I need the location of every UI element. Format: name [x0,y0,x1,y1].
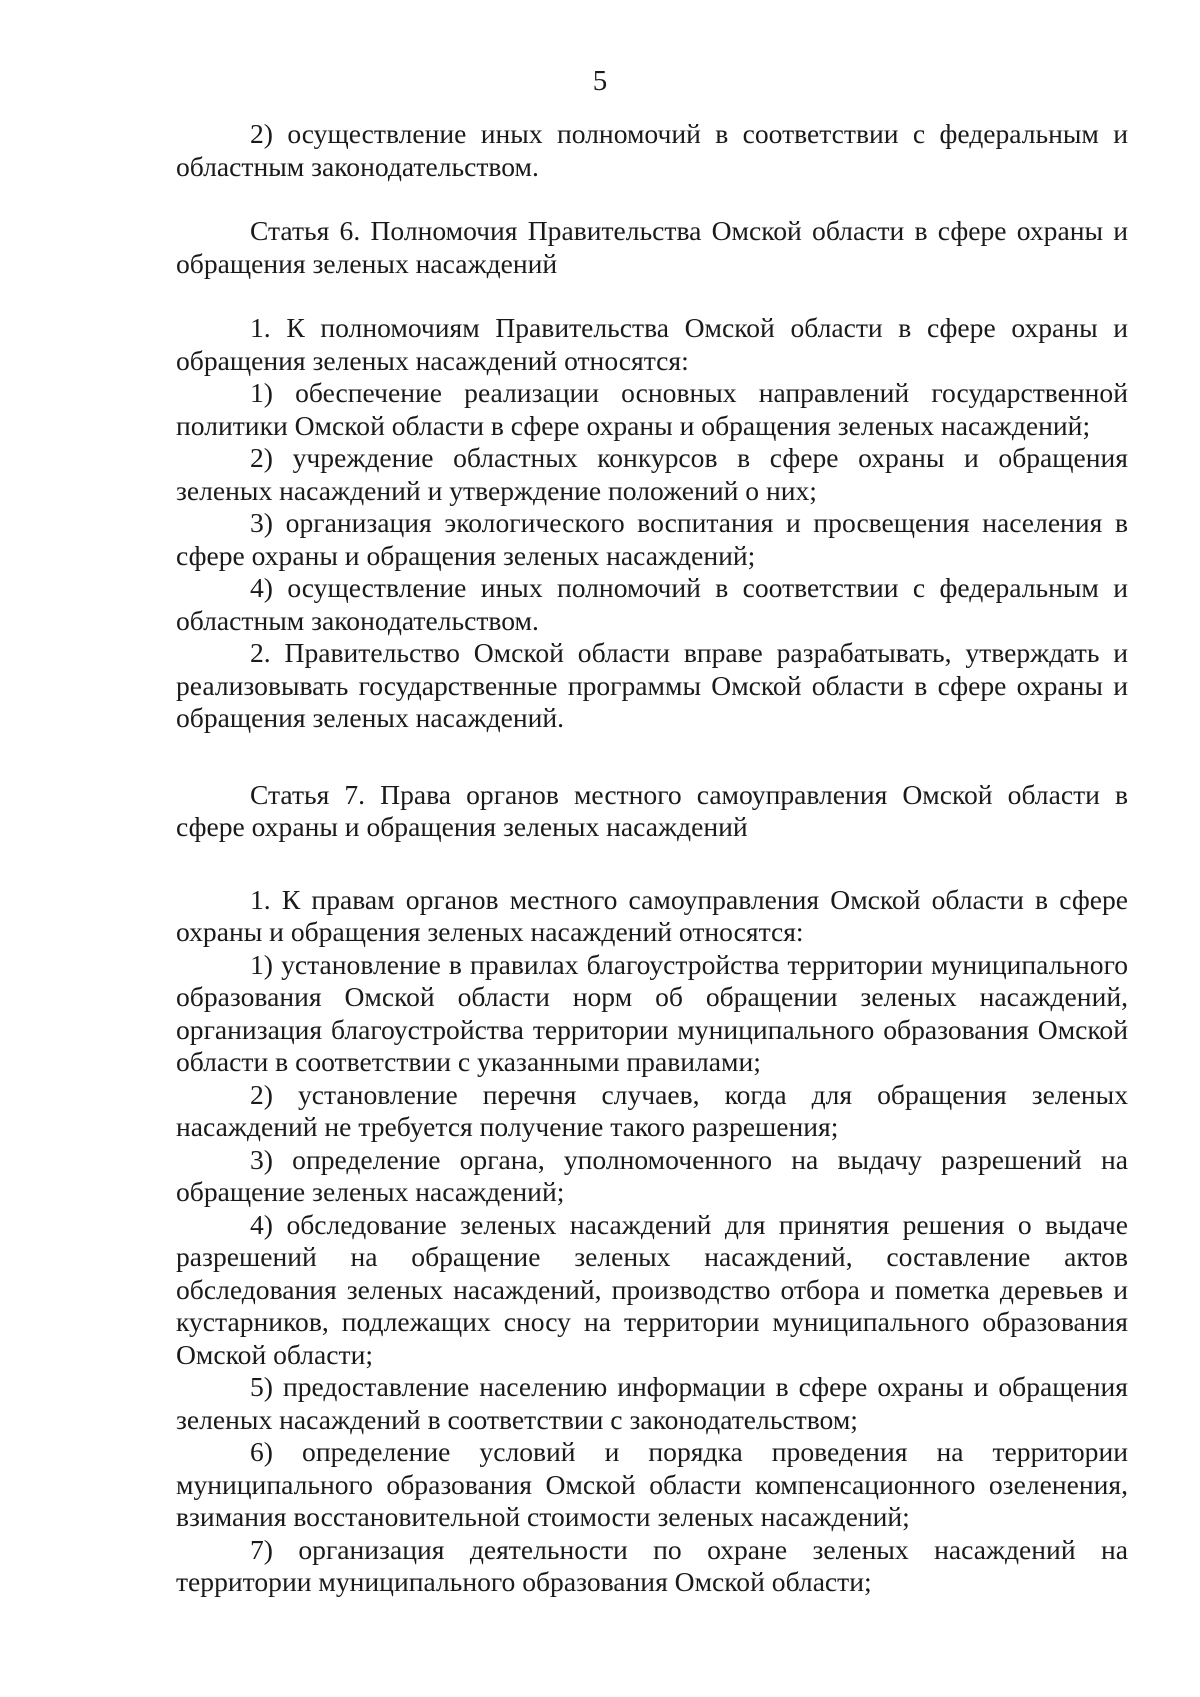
article-7-item-4: 4) обследование зеленых насаждений для принятия решения о выдаче разрешений на обращение зеленых насаждений, составление актов обследования зеленых насаждений, производство отбора и пометка деревьев и кустарников, подлежащих сносу на территории муниципального образования Омской области; [176,1208,1128,1370]
article-6-heading: Статья 6. Полномочия Правительства Омской области в сфере охраны и обращения зеленых насаждений [176,215,1128,279]
article-7-heading: Статья 7. Права органов местного самоуправления Омской области в сфере охраны и обращения зеленых насаждений [176,778,1128,842]
article-6-part-1-intro: 1. К полномочиям Правительства Омской области в сфере охраны и обращения зеленых насаждений относятся: [176,312,1128,376]
article-7-part-1-intro: 1. К правам органов местного самоуправления Омской области в сфере охраны и обращения зеленых насаждений относятся: [176,883,1128,947]
article-6-item-3: 3) организация экологического воспитания и просвещения населения в сфере охраны и обращения зеленых насаждений; [176,507,1128,571]
document-body [176,118,1128,1599]
article-7-item-7: 7) организация деятельности по охране зеленых насаждений на территории муниципального образования Омской области; [176,1533,1128,1597]
article-7-item-2: 2) установление перечня случаев, когда для обращения зеленых насаждений не требуется получение такого разрешения; [176,1078,1128,1142]
article-6-item-4: 4) осуществление иных полномочий в соответствии с федеральным и областным законодательством. [176,572,1128,636]
article-7-item-6: 6) определение условий и порядка проведения на территории муниципального образования Омской области компенсационного озеленения, взимания восстановительной стоимости зеленых насаждений; [176,1436,1128,1532]
article-7-item-5: 5) предоставление населению информации в сфере охраны и обращения зеленых насаждений в соответствии с законодательством; [176,1371,1128,1435]
article-6-item-1: 1) обеспечение реализации основных направлений государственной политики Омской области в сфере охраны и обращения зеленых насаждений; [176,377,1128,441]
article-6-item-2: 2) учреждение областных конкурсов в сфере охраны и обращения зеленых насаждений и утверждение положений о них; [176,442,1128,506]
article-7-item-1: 1) установление в правилах благоустройства территории муниципального образования Омской области норм об обращении зеленых насаждений, организация благоустройства территории муниципального образования Омской области в соответствии с указанными правилами; [176,948,1128,1077]
article-7-item-3: 3) определение органа, уполномоченного на выдачу разрешений на обращение зеленых насаждений; [176,1143,1128,1207]
paragraph-item-2-other-powers: 2) осуществление иных полномочий в соответствии с федеральным и областным законодательством. [176,118,1128,182]
page-number: 5 [592,65,608,97]
article-6-part-2: 2. Правительство Омской области вправе разрабатывать, утверждать и реализовывать государственные программы Омской области в сфере охраны и обращения зеленых насаждений. [176,637,1128,733]
